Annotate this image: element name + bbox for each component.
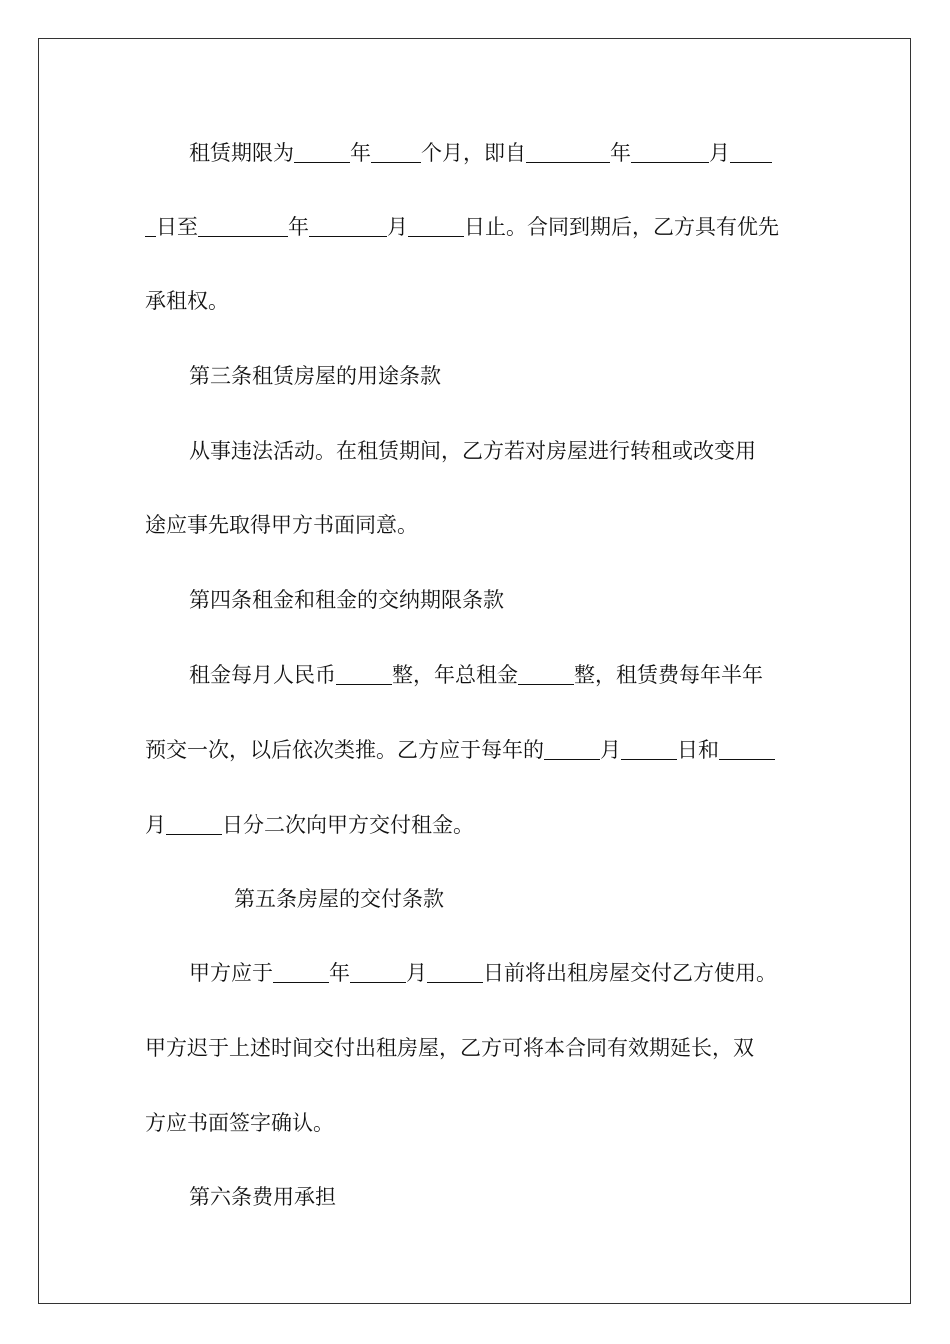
rent-line-1 <box>189 661 763 689</box>
blank-pay-day-2 <box>166 814 222 835</box>
text-segment: 年 <box>610 141 631 165</box>
usage-line-1: 从事违法活动。在租赁期间，乙方若对房屋进行转租或改变用 <box>189 439 756 463</box>
text-segment: 年 <box>329 961 350 985</box>
text-segment: 日至 <box>156 215 198 239</box>
blank-delivery-month <box>350 962 406 983</box>
text-segment: 个月，即自 <box>421 141 526 165</box>
delivery-line-2: 甲方迟于上述时间交付出租房屋，乙方可将本合同有效期延长，双 <box>145 1036 754 1060</box>
lease-term-line-2 <box>145 213 779 241</box>
text-segment: 年 <box>350 141 371 165</box>
delivery-line-1 <box>189 959 777 987</box>
blank-pay-month-2 <box>719 739 775 760</box>
text-segment: 月 <box>145 813 166 837</box>
blank-start-month <box>631 142 709 163</box>
text-segment: 租金每月人民币 <box>189 663 336 687</box>
lease-term-line-1 <box>189 139 772 167</box>
section-heading-5: 第五条房屋的交付条款 <box>234 887 444 911</box>
text-segment: 日分二次向甲方交付租金。 <box>222 813 474 837</box>
rent-line-2 <box>145 736 775 764</box>
text-segment: 月 <box>709 141 730 165</box>
blank-end-year <box>198 216 288 237</box>
blank-delivery-day <box>427 962 483 983</box>
rent-line-3 <box>145 811 474 839</box>
blank-start-day <box>730 142 772 163</box>
section-heading-3: 第三条租赁房屋的用途条款 <box>189 364 441 388</box>
text-segment: 月 <box>406 961 427 985</box>
blank-end-month <box>309 216 387 237</box>
blank-pay-month-1 <box>544 739 600 760</box>
blank-start-year <box>526 142 610 163</box>
blank-monthly-rent <box>336 664 392 685</box>
text-segment: 月 <box>387 215 408 239</box>
blank-annual-rent <box>518 664 574 685</box>
blank-year-count <box>294 142 350 163</box>
text-segment: 日和 <box>677 738 719 762</box>
section-heading-6: 第六条费用承担 <box>189 1185 336 1209</box>
text-segment: 甲方应于 <box>189 961 273 985</box>
text-segment: 年 <box>288 215 309 239</box>
blank-start-day-cont <box>145 216 156 237</box>
text-segment: 整，租赁费每年半年 <box>574 663 763 687</box>
text-segment: 日止。合同到期后，乙方具有优先 <box>464 215 779 239</box>
blank-delivery-year <box>273 962 329 983</box>
blank-end-day <box>408 216 464 237</box>
section-heading-4: 第四条租金和租金的交纳期限条款 <box>189 588 504 612</box>
text-segment: 预交一次，以后依次类推。乙方应于每年的 <box>145 738 544 762</box>
text-segment: 月 <box>600 738 621 762</box>
delivery-line-3: 方应书面签字确认。 <box>145 1111 334 1135</box>
blank-month-count <box>371 142 421 163</box>
text-segment: 整，年总租金 <box>392 663 518 687</box>
lease-term-line-3: 承租权。 <box>145 289 229 313</box>
usage-line-2: 途应事先取得甲方书面同意。 <box>145 513 418 537</box>
text-segment: 租赁期限为 <box>189 141 294 165</box>
text-segment: 日前将出租房屋交付乙方使用。 <box>483 961 777 985</box>
blank-pay-day-1 <box>621 739 677 760</box>
